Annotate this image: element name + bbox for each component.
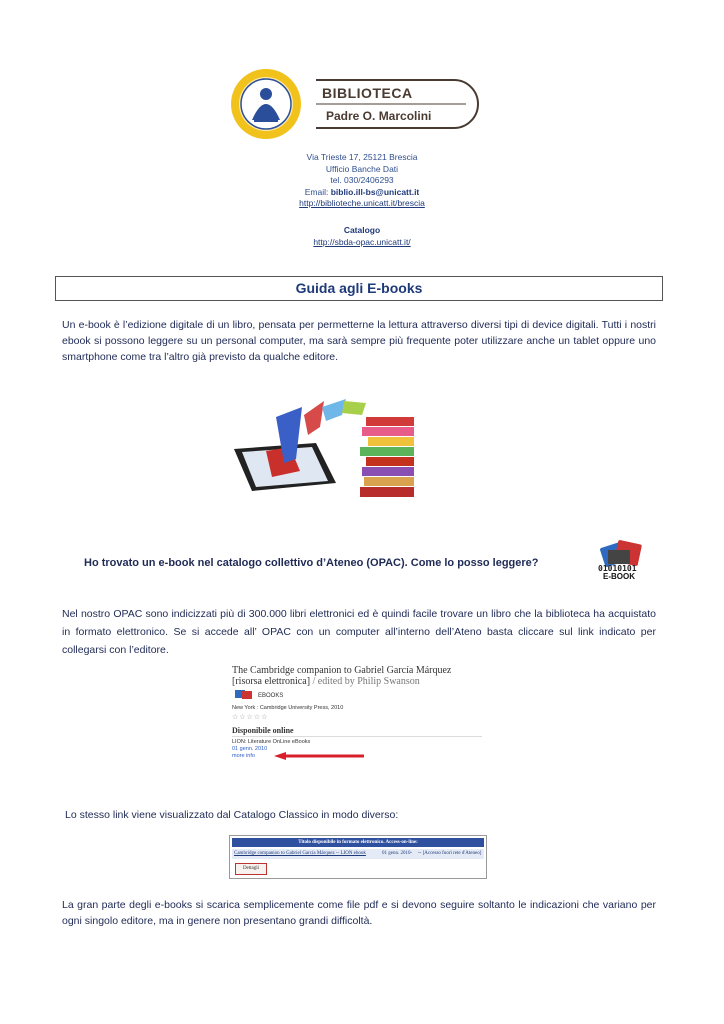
ebook-format-icon — [234, 689, 254, 703]
title-box — [55, 276, 663, 301]
classic-row — [232, 849, 484, 859]
final-paragraph: La gran parte degli e-books si scarica semplicemente come file pdf e si devono seguire soltanto le indicazioni che variano per ogni singolo editore, ma in genere non presentano grandi difficoltà. — [62, 899, 656, 927]
opac-collection: LION: Literature OnLine eBooks — [232, 739, 311, 745]
catalog-label: Catalogo — [343, 225, 381, 235]
details-button[interactable]: Dettagli — [235, 863, 267, 875]
tablet-books-illustration — [224, 387, 434, 515]
catalog-link[interactable]: http://sbda-opac.unicatt.it/ — [313, 236, 411, 247]
ebook-icon-label: E-BOOK — [603, 572, 635, 581]
logo-line-1: BIBLIOTECA — [322, 85, 413, 101]
ebook-icon-digits: 01010101 — [598, 564, 637, 573]
telephone: tel. 030/2406293 — [330, 175, 394, 185]
opac-paragraph: Nel nostro OPAC sono indicizzati più di 300.000 libri elettronici ed è quindi facile trovare un libro che la biblioteca ha acquistato in formato elettronico. Se si accede all’ OPAC con un computer all’interno dell’Ateno basta cliccare sul link indicato per collegarsi con l’editore. — [62, 608, 656, 656]
opac-record-title: The Cambridge companion to Gabriel García Márquez [risorsa elettronica] — [232, 665, 452, 687]
website-link[interactable]: http://biblioteche.unicatt.it/brescia — [299, 198, 425, 208]
logo-line-2: Padre O. Marcolini — [326, 109, 432, 123]
catalog-block — [0, 225, 724, 248]
divider — [232, 736, 482, 737]
university-seal-icon — [230, 68, 302, 140]
classic-header: Titolo disponibile in formato elettronico. Access-on-line: — [232, 838, 484, 847]
email-line — [0, 187, 724, 199]
classic-catalog-record — [229, 835, 487, 879]
classic-link[interactable]: Cambridge companion to Gabriel García Márquez -- LION ebook — [234, 851, 366, 856]
classic-date: 01 genn. 2010- — [382, 851, 413, 856]
opac-online-link[interactable]: 01 genn. 2010 — [232, 746, 268, 752]
email-label: Email: — [304, 186, 331, 197]
red-arrow-icon — [274, 752, 366, 760]
opac-format: EBOOKS — [258, 693, 284, 699]
page-title: Guida agli E-books — [295, 280, 423, 296]
contact-block — [0, 152, 724, 210]
classic-paragraph: Lo stesso link viene visualizzato dal Catalogo Classico in modo diverso: — [65, 809, 399, 821]
section-heading: Ho trovato un e-book nel catalogo collettivo d’Ateneo (OPAC). Come lo posso leggere? — [84, 557, 539, 569]
library-logo — [230, 68, 492, 140]
address: Via Trieste 17, 25121 Brescia — [306, 152, 418, 162]
opac-publisher: New York : Cambridge University Press, 2010 — [232, 705, 344, 711]
intro-paragraph: Un e-book è l’edizione digitale di un libro, pensata per permetterne la lettura attraverso diversi tipi di device digitali. Tutti i nostri ebook si possono leggere su un personal computer, ma sarà sempre più frequente poter utilizzare anche un tablet oppure uno smartphone come tra l’altro già previsto da qualche editore. — [62, 319, 656, 363]
office: Ufficio Banche Dati — [325, 163, 399, 174]
opac-rating-stars[interactable]: ☆☆☆☆☆ — [232, 713, 269, 721]
opac-online-label: Disponibile online — [232, 726, 294, 735]
opac-record-title-block — [232, 665, 482, 687]
email-link[interactable]: biblio.ill-bs@unicatt.it — [330, 186, 420, 197]
opac-more-info-link[interactable]: more info — [232, 753, 255, 759]
classic-access: -- [Accesso fuori rete d'Ateneo] — [418, 851, 482, 856]
opac-record-responsibility: / edited by Philip Swanson — [310, 676, 420, 687]
opac-record — [230, 665, 490, 765]
